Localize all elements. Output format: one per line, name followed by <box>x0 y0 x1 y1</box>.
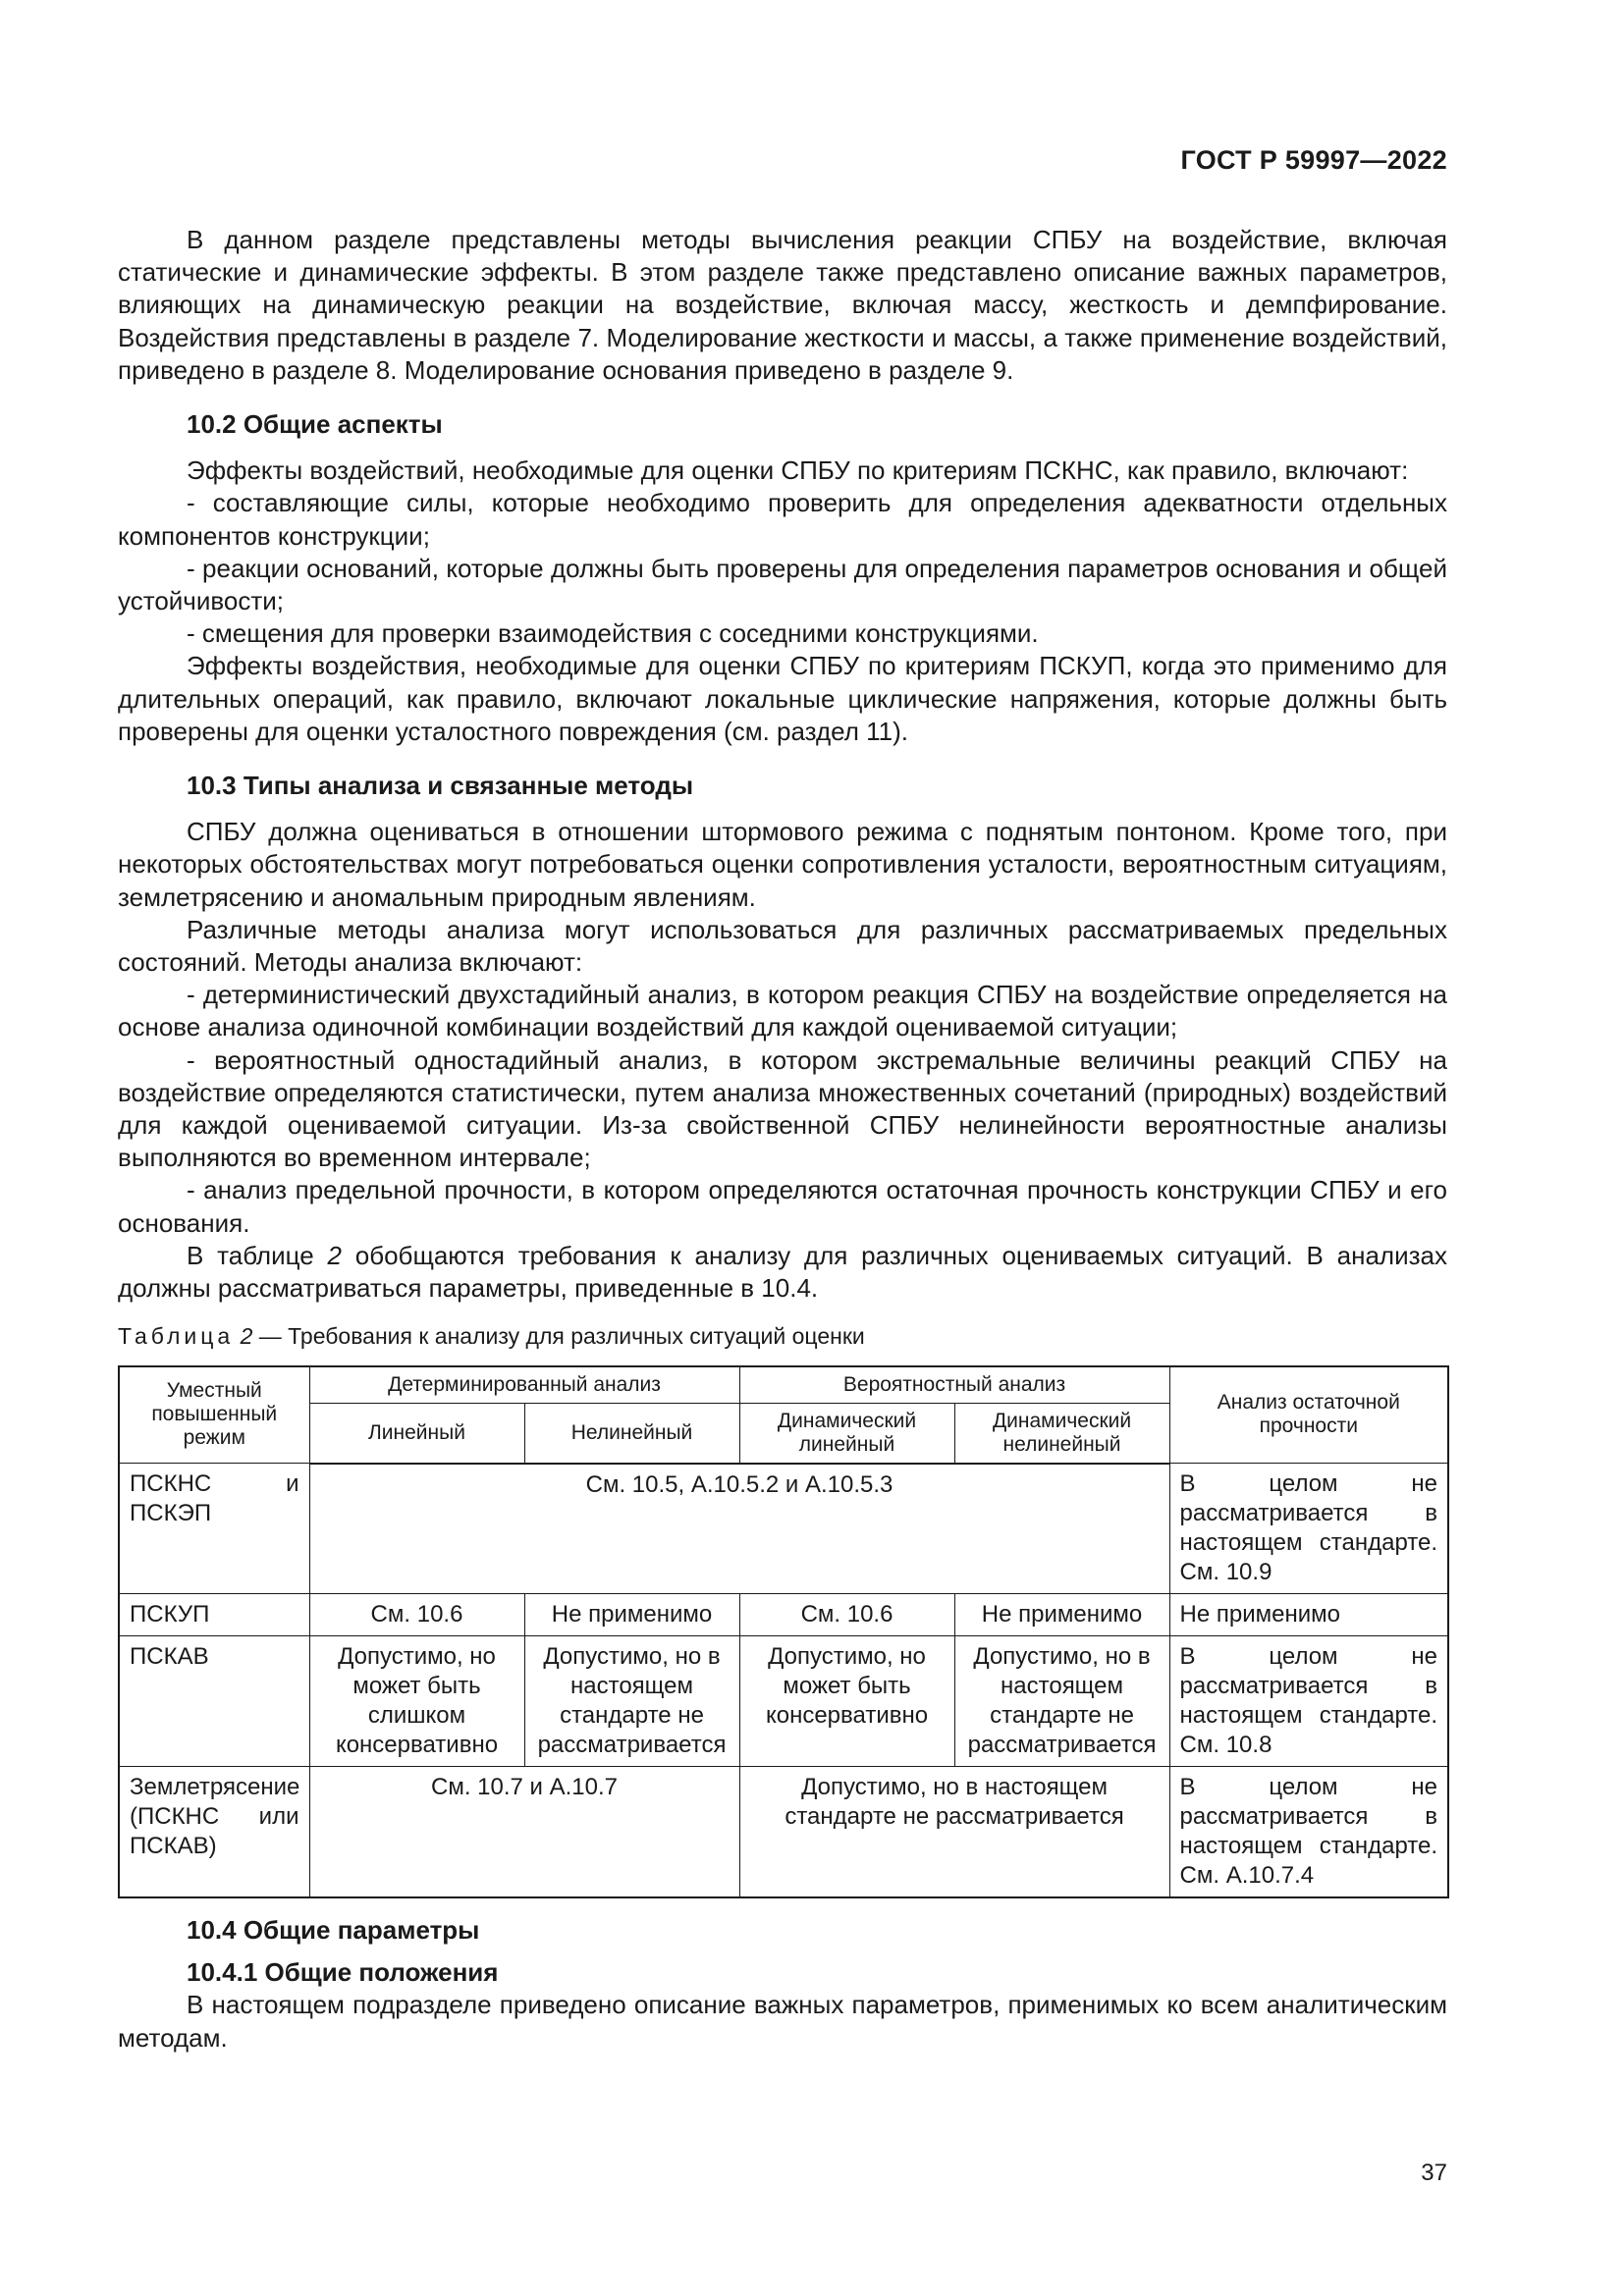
list-item: - реакции оснований, которые должны быть проверены для определения параметров основания и общей устойчивости; <box>118 553 1447 616</box>
table-row <box>119 1464 1448 1594</box>
cell-nonlinear: Допустимо, но в настоящем стандарте не рассматривается <box>524 1636 739 1767</box>
cell-dynamic-linear: Допустимо, но может быть консервативно <box>739 1636 954 1767</box>
paragraph-text: В таблице <box>187 1240 328 1270</box>
header-deterministic: Детерминированный анализ <box>309 1366 739 1404</box>
list-item: - вероятностный одностадийный анализ, в котором экстремальные величины реакций СПБУ на воздействие определяются статистически, путем анализа множественных сочетаний (природных) воздействий для каждой оцениваемой ситуации. Из-за свойственной СПБУ нелинейности вероятностные анализы выполняются во временном интервале; <box>118 1044 1447 1173</box>
table-row <box>119 1594 1448 1636</box>
header-dynamic-linear: Динамический линейный <box>739 1403 954 1464</box>
paragraph-text: обобщаются требования к анализу для различных оцениваемых ситуаций. В анализах должны рассматриваться параметры, приведенные в 10.4. <box>118 1240 1447 1304</box>
requirements-table <box>118 1365 1449 1899</box>
cell-linear: См. 10.6 <box>309 1594 524 1636</box>
document-code: ГОСТ Р 59997—2022 <box>1180 145 1447 175</box>
header-dynamic-nonlinear: Динамический нелинейный <box>954 1403 1169 1464</box>
caption-word: Таблица <box>118 1323 235 1350</box>
heading-10-3: 10.3 Типы анализа и связанные методы <box>187 771 694 801</box>
header-nonlinear: Нелинейный <box>524 1403 739 1464</box>
header-linear: Линейный <box>309 1403 524 1464</box>
paragraph-10-2-2: Эффекты воздействия, необходимые для оценки СПБУ по критериям ПСКУП, когда это применимо для длительных операций, как правило, включают локальные циклические напряжения, которые должны быть проверены для оценки усталостного повреждения (см. раздел 11). <box>118 651 1447 746</box>
paragraph-10-3-2: Различные методы анализа могут использоваться для различных рассматриваемых предельных состояний. Методы анализа включают: <box>118 914 1447 978</box>
cell-mode: Землетрясение (ПСКНС или ПСКАВ) <box>119 1767 309 1898</box>
cell-deterministic: См. 10.7 и А.10.7 <box>309 1767 739 1898</box>
cell-residual: В целом не рассматривается в настоящем стандарте. См. А.10.7.4 <box>1169 1767 1448 1898</box>
header-mode: Уместный повышенный режим <box>119 1366 309 1464</box>
paragraph-10-3-3 <box>118 1240 1447 1305</box>
page-content <box>118 224 1447 2055</box>
paragraph-10-3-1: СПБУ должна оцениваться в отношении штормового режима с поднятым понтоном. Кроме того, при некоторых обстоятельствах могут потребоваться оценки сопротивления усталости, вероятностным ситуациям, землетрясению и аномальным природным явлениям. <box>118 817 1447 912</box>
cell-nonlinear: Не применимо <box>524 1594 739 1636</box>
heading-10-4: 10.4 Общие параметры <box>187 1915 480 1945</box>
intro-paragraph: В данном разделе представлены методы вычисления реакции СПБУ на воздействие, включая статические и динамические эффекты. В этом разделе также представлено описание важных параметров, влияющих на динамическую реакции на воздействие, включая массу, жесткость и демпфирование. Воздействия представлены в разделе 7. Моделирование жесткости и массы, а также применение воздействий, приведено в разделе 8. Моделирование основания приведено в разделе 9. <box>118 225 1447 385</box>
cell-mode: ПСКАВ <box>119 1636 309 1767</box>
caption-number: 2 <box>240 1323 253 1350</box>
list-item: - составляющие силы, которые необходимо проверить для определения адекватности отдельных компонентов конструкции; <box>118 488 1447 551</box>
paragraph-10-2-1: Эффекты воздействий, необходимые для оценки СПБУ по критериям ПСКНС, как правило, включают: <box>187 455 1409 486</box>
list-item: - анализ предельной прочности, в котором определяются остаточная прочность конструкции СПБУ и его основания. <box>118 1175 1447 1238</box>
cell-dynamic-linear: См. 10.6 <box>739 1594 954 1636</box>
heading-10-2: 10.2 Общие аспекты <box>187 409 443 440</box>
table-row <box>119 1767 1448 1898</box>
cell-dynamic-nonlinear: Допустимо, но в настоящем стандарте не рассматривается <box>954 1636 1169 1767</box>
heading-10-4-1: 10.4.1 Общие положения <box>187 1957 499 1988</box>
caption-text: — Требования к анализу для различных ситуаций оценки <box>252 1323 865 1350</box>
header-residual-strength: Анализ остаточной прочности <box>1169 1366 1448 1464</box>
list-item: - смещения для проверки взаимодействия с соседними конструкциями. <box>187 618 1039 649</box>
cell-residual: В целом не рассматривается в настоящем стандарте. См. 10.9 <box>1169 1464 1448 1594</box>
cell-mode: ПСКНС и ПСКЭП <box>119 1464 309 1594</box>
paragraph-10-4-1: В настоящем подразделе приведено описание важных параметров, применимых ко всем аналитическим методам. <box>118 1990 1447 2053</box>
list-item: - детерминистический двухстадийный анализ, в котором реакция СПБУ на воздействие определяется на основе анализа одиночной комбинации воздействий для каждой оцениваемой ситуации; <box>118 980 1447 1042</box>
cell-residual: В целом не рассматривается в настоящем стандарте. См. 10.8 <box>1169 1636 1448 1767</box>
table-header-row <box>119 1366 1448 1404</box>
table-caption <box>118 1320 1447 1353</box>
cell-linear: Допустимо, но может быть слишком консервативно <box>309 1636 524 1767</box>
cell-dynamic-nonlinear: Не применимо <box>954 1594 1169 1636</box>
page-number: 37 <box>1421 2160 1447 2186</box>
cell-merged: См. 10.5, А.10.5.2 и А.10.5.3 <box>309 1464 1169 1594</box>
cell-residual: Не применимо <box>1169 1594 1448 1636</box>
cell-mode: ПСКУП <box>119 1594 309 1636</box>
table-row <box>119 1636 1448 1767</box>
cell-probabilistic: Допустимо, но в настоящем стандарте не рассматривается <box>739 1767 1169 1898</box>
table-reference: 2 <box>327 1240 342 1270</box>
header-probabilistic: Вероятностный анализ <box>739 1366 1169 1404</box>
